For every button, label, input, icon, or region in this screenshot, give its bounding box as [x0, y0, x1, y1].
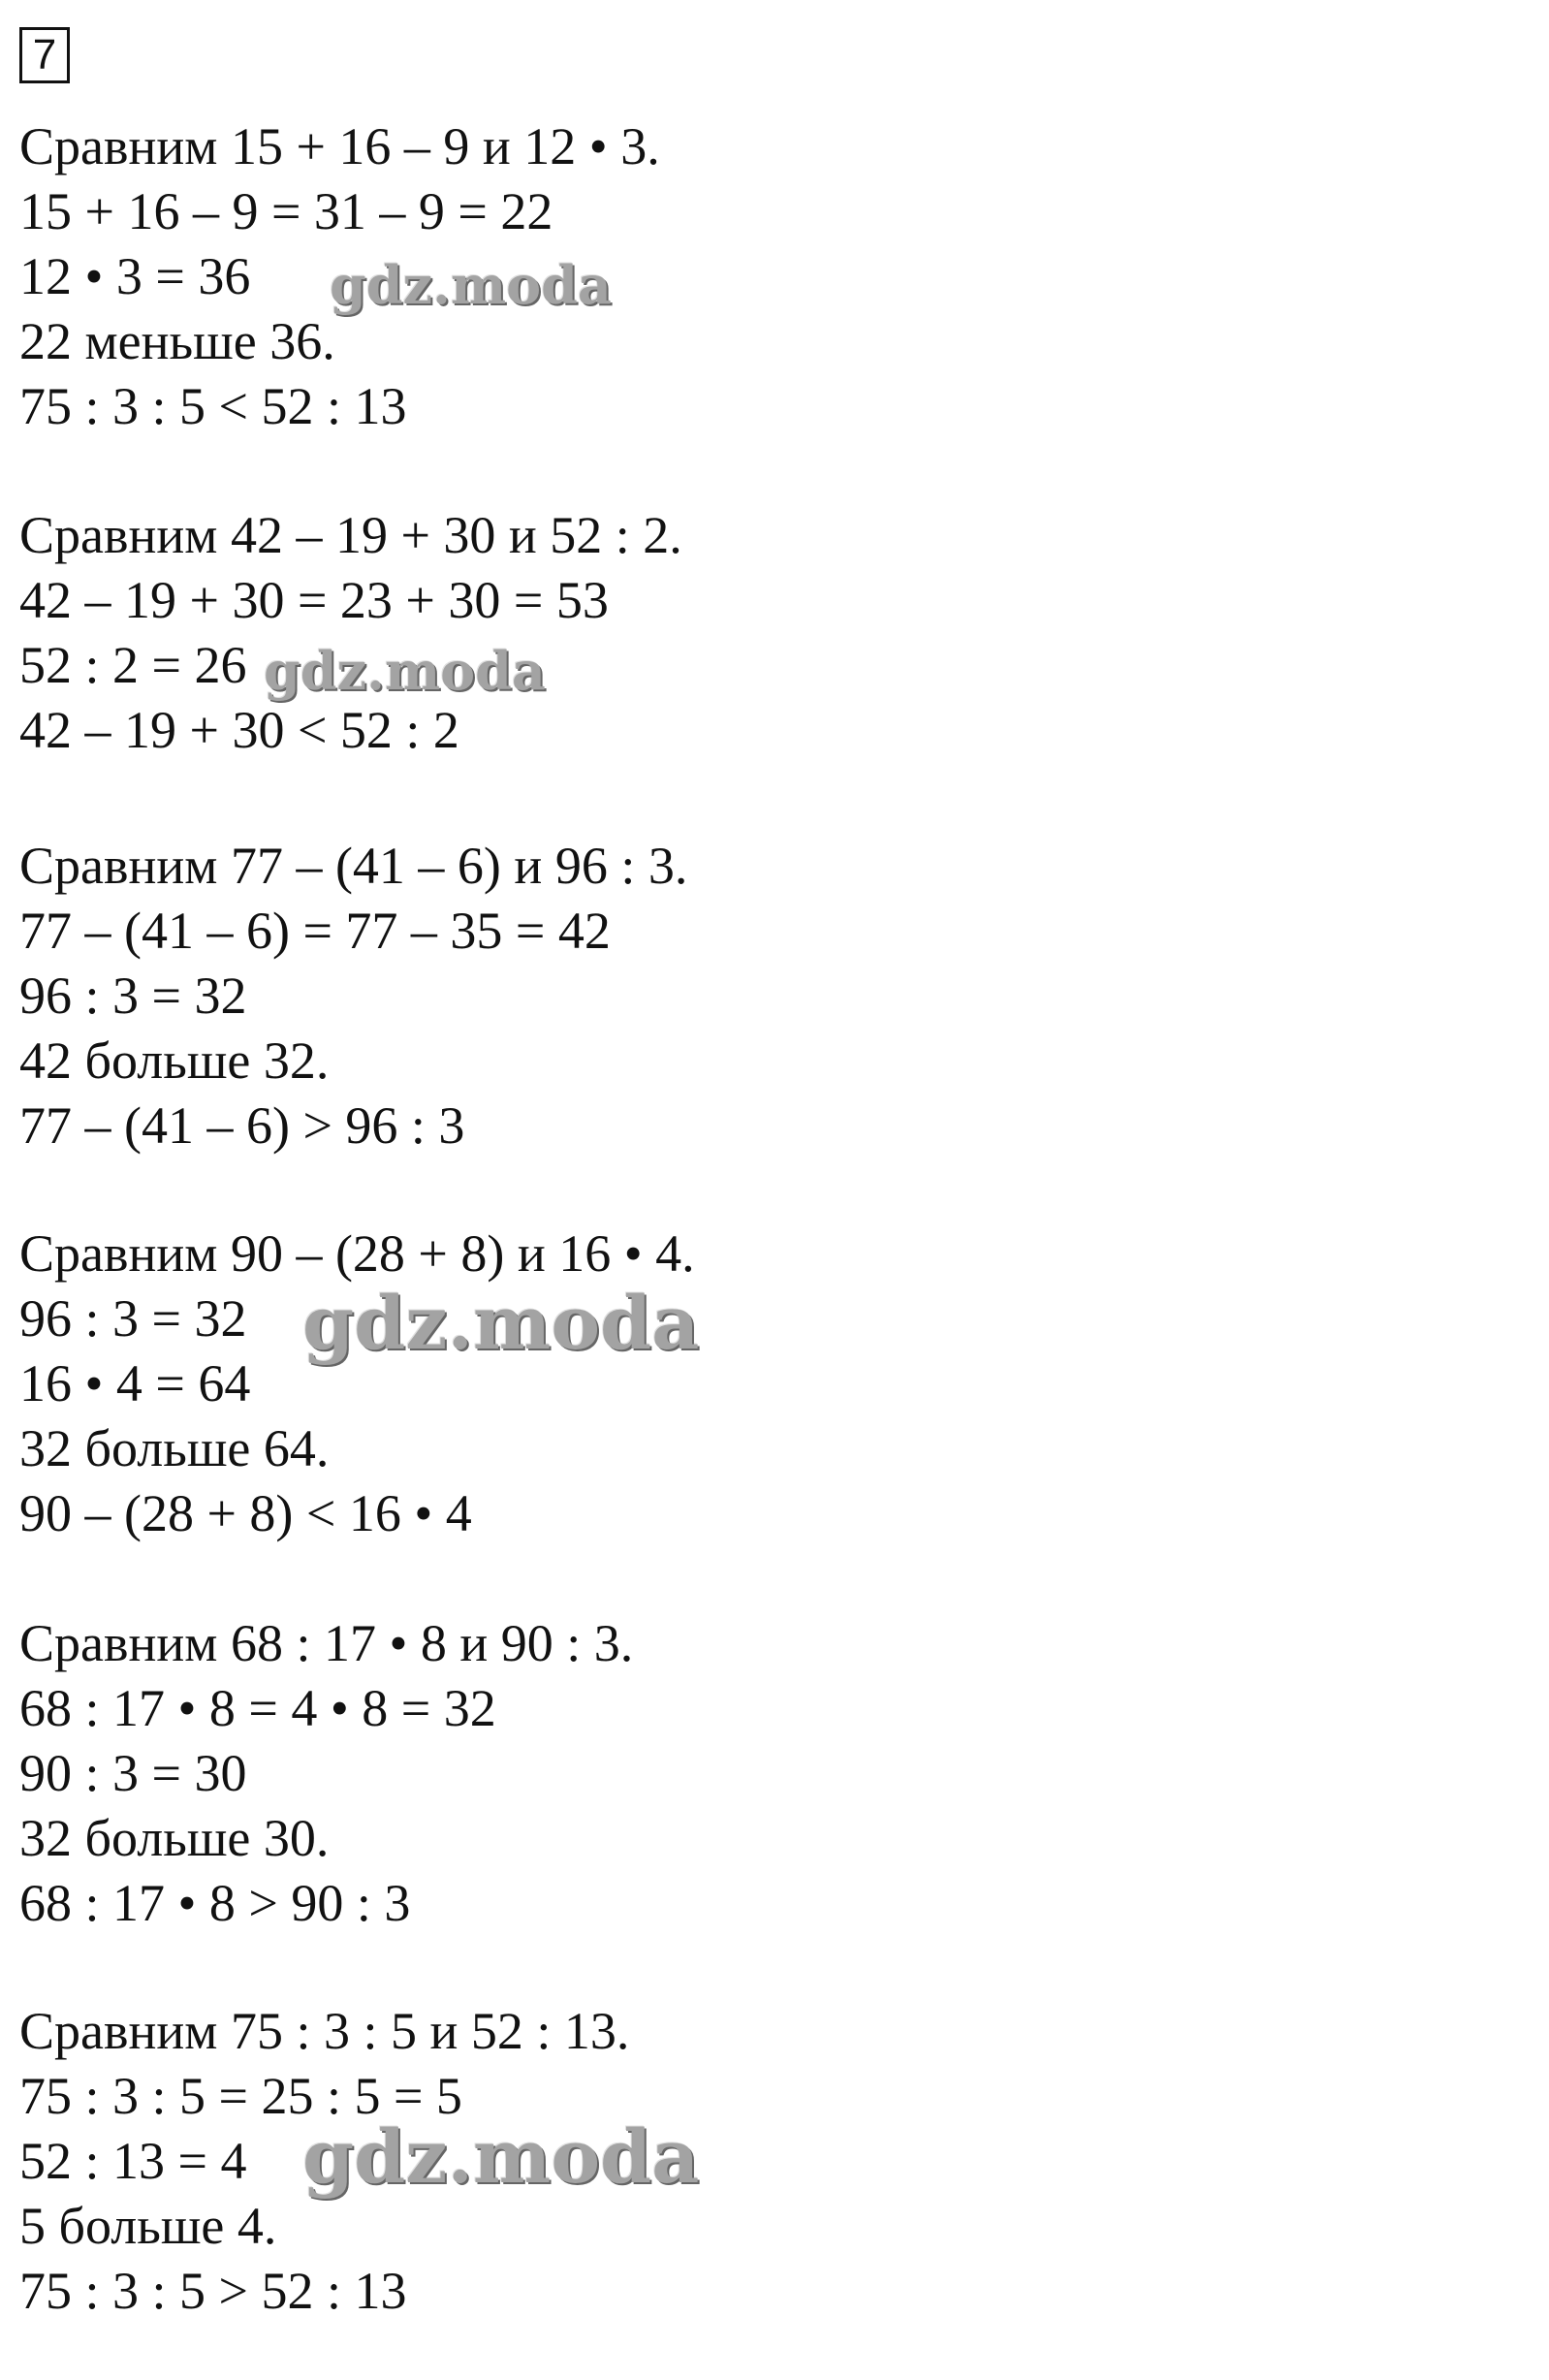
block-2-line-1: Сравним 42 – 19 + 30 и 52 : 2. — [19, 506, 682, 564]
block-1-line-1: Сравним 15 + 16 – 9 и 12 • 3. — [19, 117, 660, 175]
block-1-line-3: 12 • 3 = 36 — [19, 247, 251, 305]
block-3-line-2: 77 – (41 – 6) = 77 – 35 = 42 — [19, 902, 611, 960]
block-1-line-4: 22 меньше 36. — [19, 312, 335, 370]
watermark-logo: gdz.moda — [264, 640, 546, 702]
watermark-logo: gdz.moda — [302, 1280, 700, 1366]
block-3-line-5: 77 – (41 – 6) > 96 : 3 — [19, 1096, 465, 1155]
comparison-block-2 — [19, 503, 682, 763]
block-4-line-5: 90 – (28 + 8) < 16 • 4 — [19, 1484, 472, 1542]
block-2-line-3: 52 : 2 = 26 — [19, 636, 247, 694]
block-1-line-2: 15 + 16 – 9 = 31 – 9 = 22 — [19, 182, 553, 240]
block-3-line-3: 96 : 3 = 32 — [19, 967, 247, 1025]
block-4-line-4: 32 больше 64. — [19, 1419, 330, 1477]
block-6-line-5: 75 : 3 : 5 > 52 : 13 — [19, 2262, 407, 2320]
block-5-line-4: 32 больше 30. — [19, 1809, 330, 1867]
block-2-line-2: 42 – 19 + 30 = 23 + 30 = 53 — [19, 571, 609, 629]
watermark-logo: gdz.moda — [330, 254, 612, 316]
block-6-line-3: 52 : 13 = 4 — [19, 2132, 247, 2190]
block-6-line-2: 75 : 3 : 5 = 25 : 5 = 5 — [19, 2067, 462, 2125]
comparison-block-3 — [19, 834, 687, 1158]
block-4-line-1: Сравним 90 – (28 + 8) и 16 • 4. — [19, 1224, 695, 1283]
block-5-line-2: 68 : 17 • 8 = 4 • 8 = 32 — [19, 1679, 496, 1737]
block-6-line-1: Сравним 75 : 3 : 5 и 52 : 13. — [19, 2002, 630, 2060]
task-number-box: 7 — [19, 27, 70, 83]
block-3-line-4: 42 больше 32. — [19, 1031, 330, 1090]
block-1-line-5: 75 : 3 : 5 < 52 : 13 — [19, 377, 407, 435]
comparison-block-5 — [19, 1611, 633, 1936]
comparison-block-4 — [19, 1222, 695, 1546]
block-5-line-5: 68 : 17 • 8 > 90 : 3 — [19, 1874, 411, 1932]
block-4-line-2: 96 : 3 = 32 — [19, 1289, 247, 1348]
block-5-line-3: 90 : 3 = 30 — [19, 1744, 247, 1802]
block-6-line-4: 5 больше 4. — [19, 2197, 277, 2255]
watermark-logo: gdz.moda — [302, 2113, 700, 2200]
block-5-line-1: Сравним 68 : 17 • 8 и 90 : 3. — [19, 1614, 634, 1672]
block-2-line-4: 42 – 19 + 30 < 52 : 2 — [19, 701, 459, 759]
block-4-line-3: 16 • 4 = 64 — [19, 1354, 251, 1412]
block-3-line-1: Сравним 77 – (41 – 6) и 96 : 3. — [19, 837, 688, 895]
